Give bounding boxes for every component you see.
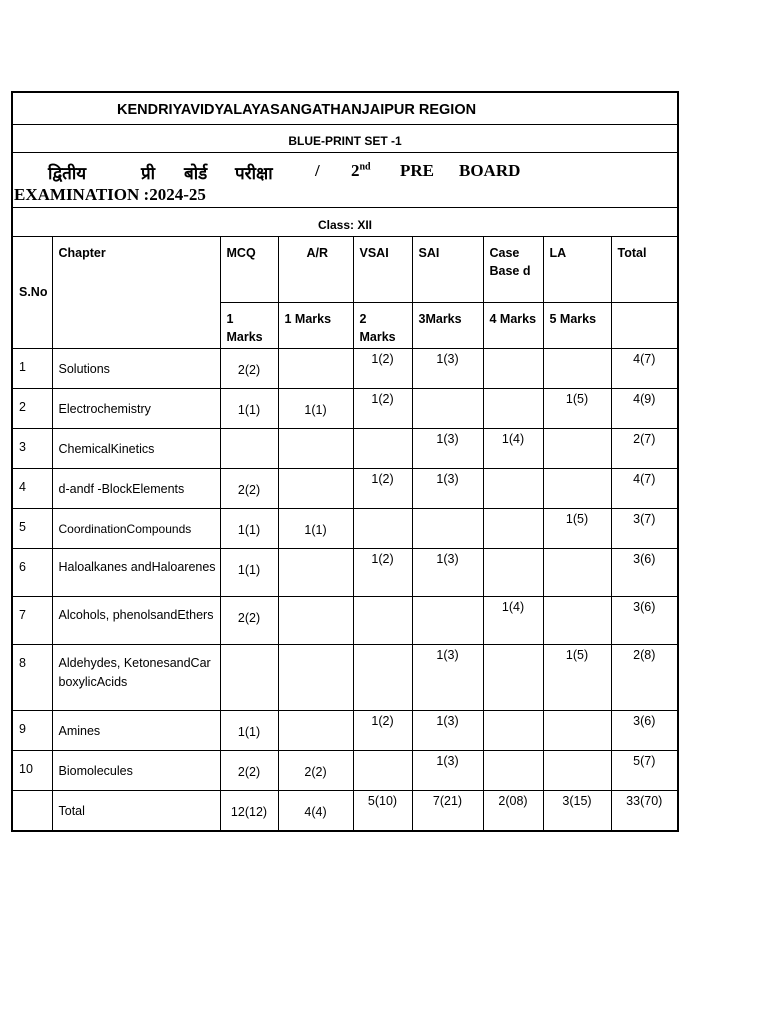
column-header-row xyxy=(13,237,677,302)
cell-sno: 5 xyxy=(13,508,52,548)
blueprint-table xyxy=(13,237,677,830)
cell-sno: 8 xyxy=(13,644,52,710)
col-header-vsai: VSAI xyxy=(353,237,412,302)
cell-sno: 1 xyxy=(13,348,52,388)
totals-row xyxy=(13,790,677,830)
cell-ar: 2(2) xyxy=(278,750,353,790)
cell-case-based xyxy=(483,468,543,508)
cell-la xyxy=(543,468,611,508)
cell-case-based xyxy=(483,710,543,750)
table-row xyxy=(13,388,677,428)
blueprint-sheet xyxy=(11,91,679,832)
cell-case-based xyxy=(483,750,543,790)
cell-chapter: ChemicalKinetics xyxy=(52,428,220,468)
col-header-sai: SAI xyxy=(412,237,483,302)
table-row xyxy=(13,548,677,596)
cell-mcq: 1(1) xyxy=(220,548,278,596)
cell-ar: 1(1) xyxy=(278,388,353,428)
cell-vsai xyxy=(353,596,412,644)
marks-vsai: 2 Marks xyxy=(353,302,412,348)
cell-sno: 9 xyxy=(13,710,52,750)
marks-mcq: 1 Marks xyxy=(220,302,278,348)
exam-word: परीक्षा xyxy=(235,164,273,183)
cell-chapter: Amines xyxy=(52,710,220,750)
total-sai: 7(21) xyxy=(412,790,483,830)
cell-total: 5(7) xyxy=(611,750,677,790)
cell-sno: 3 xyxy=(13,428,52,468)
cell-la xyxy=(543,750,611,790)
cell-sai xyxy=(412,596,483,644)
cell-mcq xyxy=(220,644,278,710)
cell-total: 3(7) xyxy=(611,508,677,548)
exam-title-row xyxy=(13,153,677,208)
exam-pre: PRE xyxy=(400,161,434,180)
cell-total: 3(6) xyxy=(611,710,677,750)
cell-sno xyxy=(13,790,52,830)
col-header-total: Total xyxy=(611,237,677,302)
total-mcq: 12(12) xyxy=(220,790,278,830)
col-header-la: LA xyxy=(543,237,611,302)
cell-total: 3(6) xyxy=(611,596,677,644)
cell-vsai xyxy=(353,428,412,468)
cell-case-based xyxy=(483,548,543,596)
cell-sai: 1(3) xyxy=(412,348,483,388)
organization-title: KENDRIYAVIDYALAYASANGATHANJAIPUR REGION xyxy=(117,102,477,118)
cell-sai xyxy=(412,508,483,548)
total-vsai: 5(10) xyxy=(353,790,412,830)
marks-la: 5 Marks xyxy=(543,302,611,348)
exam-year-line: EXAMINATION :2024-25 xyxy=(14,185,206,204)
table-row xyxy=(13,750,677,790)
organization-row xyxy=(13,93,677,125)
table-row xyxy=(13,710,677,750)
cell-chapter: Biomolecules xyxy=(52,750,220,790)
cell-la xyxy=(543,348,611,388)
col-header-mcq: MCQ xyxy=(220,237,278,302)
cell-sai: 1(3) xyxy=(412,548,483,596)
cell-sno: 4 xyxy=(13,468,52,508)
col-header-case-based: Case Base d xyxy=(483,237,543,302)
exam-word: द्वितीय xyxy=(48,164,87,183)
cell-vsai: 1(2) xyxy=(353,468,412,508)
total-la: 3(15) xyxy=(543,790,611,830)
cell-total: 4(9) xyxy=(611,388,677,428)
cell-vsai xyxy=(353,644,412,710)
cell-la: 1(5) xyxy=(543,388,611,428)
cell-chapter: Haloalkanes andHaloarenes xyxy=(52,548,220,596)
cell-sai: 1(3) xyxy=(412,644,483,710)
cell-chapter: Solutions xyxy=(52,348,220,388)
exam-number-suffix: nd xyxy=(359,161,371,173)
marks-sai: 3Marks xyxy=(412,302,483,348)
cell-vsai: 1(2) xyxy=(353,348,412,388)
cell-sno: 2 xyxy=(13,388,52,428)
cell-chapter: Electrochemistry xyxy=(52,388,220,428)
cell-ar xyxy=(278,348,353,388)
cell-sno: 10 xyxy=(13,750,52,790)
exam-number: 2nd xyxy=(351,161,371,180)
exam-word: बोर्ड xyxy=(184,164,208,183)
table-row xyxy=(13,348,677,388)
cell-ar xyxy=(278,710,353,750)
cell-chapter: CoordinationCompounds xyxy=(52,508,220,548)
marks-case-based: 4 Marks xyxy=(483,302,543,348)
cell-mcq xyxy=(220,428,278,468)
cell-vsai: 1(2) xyxy=(353,388,412,428)
cell-sai: 1(3) xyxy=(412,710,483,750)
cell-ar xyxy=(278,428,353,468)
cell-chapter: d-andf -BlockElements xyxy=(52,468,220,508)
cell-chapter: Alcohols, phenolsandEthers xyxy=(52,596,220,644)
exam-word: प्री xyxy=(141,164,156,183)
cell-mcq: 2(2) xyxy=(220,468,278,508)
cell-la: 1(5) xyxy=(543,508,611,548)
cell-mcq: 1(1) xyxy=(220,388,278,428)
totals-label: Total xyxy=(52,790,220,830)
blueprint-set-row xyxy=(13,125,677,153)
cell-vsai: 1(2) xyxy=(353,710,412,750)
exam-board: BOARD xyxy=(459,161,521,180)
cell-sno: 6 xyxy=(13,548,52,596)
cell-sai: 1(3) xyxy=(412,428,483,468)
cell-chapter: Aldehydes, KetonesandCarboxylicAcids xyxy=(52,644,220,710)
cell-la xyxy=(543,548,611,596)
col-header-sno: S.No xyxy=(13,237,52,348)
col-header-ar: A/R xyxy=(278,237,353,302)
cell-sai xyxy=(412,388,483,428)
cell-mcq: 1(1) xyxy=(220,710,278,750)
exam-word: / xyxy=(315,161,320,180)
cell-ar xyxy=(278,468,353,508)
cell-vsai xyxy=(353,508,412,548)
exam-title-line xyxy=(13,161,677,183)
cell-la xyxy=(543,428,611,468)
cell-ar xyxy=(278,596,353,644)
cell-mcq: 1(1) xyxy=(220,508,278,548)
cell-ar xyxy=(278,644,353,710)
cell-case-based xyxy=(483,348,543,388)
col-header-chapter: Chapter xyxy=(52,237,220,348)
cell-mcq: 2(2) xyxy=(220,750,278,790)
total-case-based: 2(08) xyxy=(483,790,543,830)
cell-mcq: 2(2) xyxy=(220,348,278,388)
blueprint-set-title: BLUE-PRINT SET -1 xyxy=(288,134,402,148)
cell-total: 3(6) xyxy=(611,548,677,596)
class-label: Class: XII xyxy=(317,218,373,232)
cell-case-based xyxy=(483,508,543,548)
cell-la xyxy=(543,596,611,644)
cell-total: 2(8) xyxy=(611,644,677,710)
table-row xyxy=(13,644,677,710)
table-row xyxy=(13,468,677,508)
cell-sno: 7 xyxy=(13,596,52,644)
marks-ar: 1 Marks xyxy=(278,302,353,348)
cell-case-based xyxy=(483,644,543,710)
cell-ar xyxy=(278,548,353,596)
cell-sai: 1(3) xyxy=(412,750,483,790)
cell-case-based: 1(4) xyxy=(483,596,543,644)
cell-total: 4(7) xyxy=(611,468,677,508)
table-row xyxy=(13,596,677,644)
cell-sai: 1(3) xyxy=(412,468,483,508)
table-row xyxy=(13,428,677,468)
cell-total: 4(7) xyxy=(611,348,677,388)
cell-vsai: 1(2) xyxy=(353,548,412,596)
cell-vsai xyxy=(353,750,412,790)
total-ar: 4(4) xyxy=(278,790,353,830)
cell-case-based xyxy=(483,388,543,428)
cell-la: 1(5) xyxy=(543,644,611,710)
cell-total: 2(7) xyxy=(611,428,677,468)
cell-mcq: 2(2) xyxy=(220,596,278,644)
cell-la xyxy=(543,710,611,750)
table-row xyxy=(13,508,677,548)
cell-ar: 1(1) xyxy=(278,508,353,548)
marks-total xyxy=(611,302,677,348)
class-row xyxy=(13,208,677,237)
cell-case-based: 1(4) xyxy=(483,428,543,468)
grand-total: 33(70) xyxy=(611,790,677,830)
